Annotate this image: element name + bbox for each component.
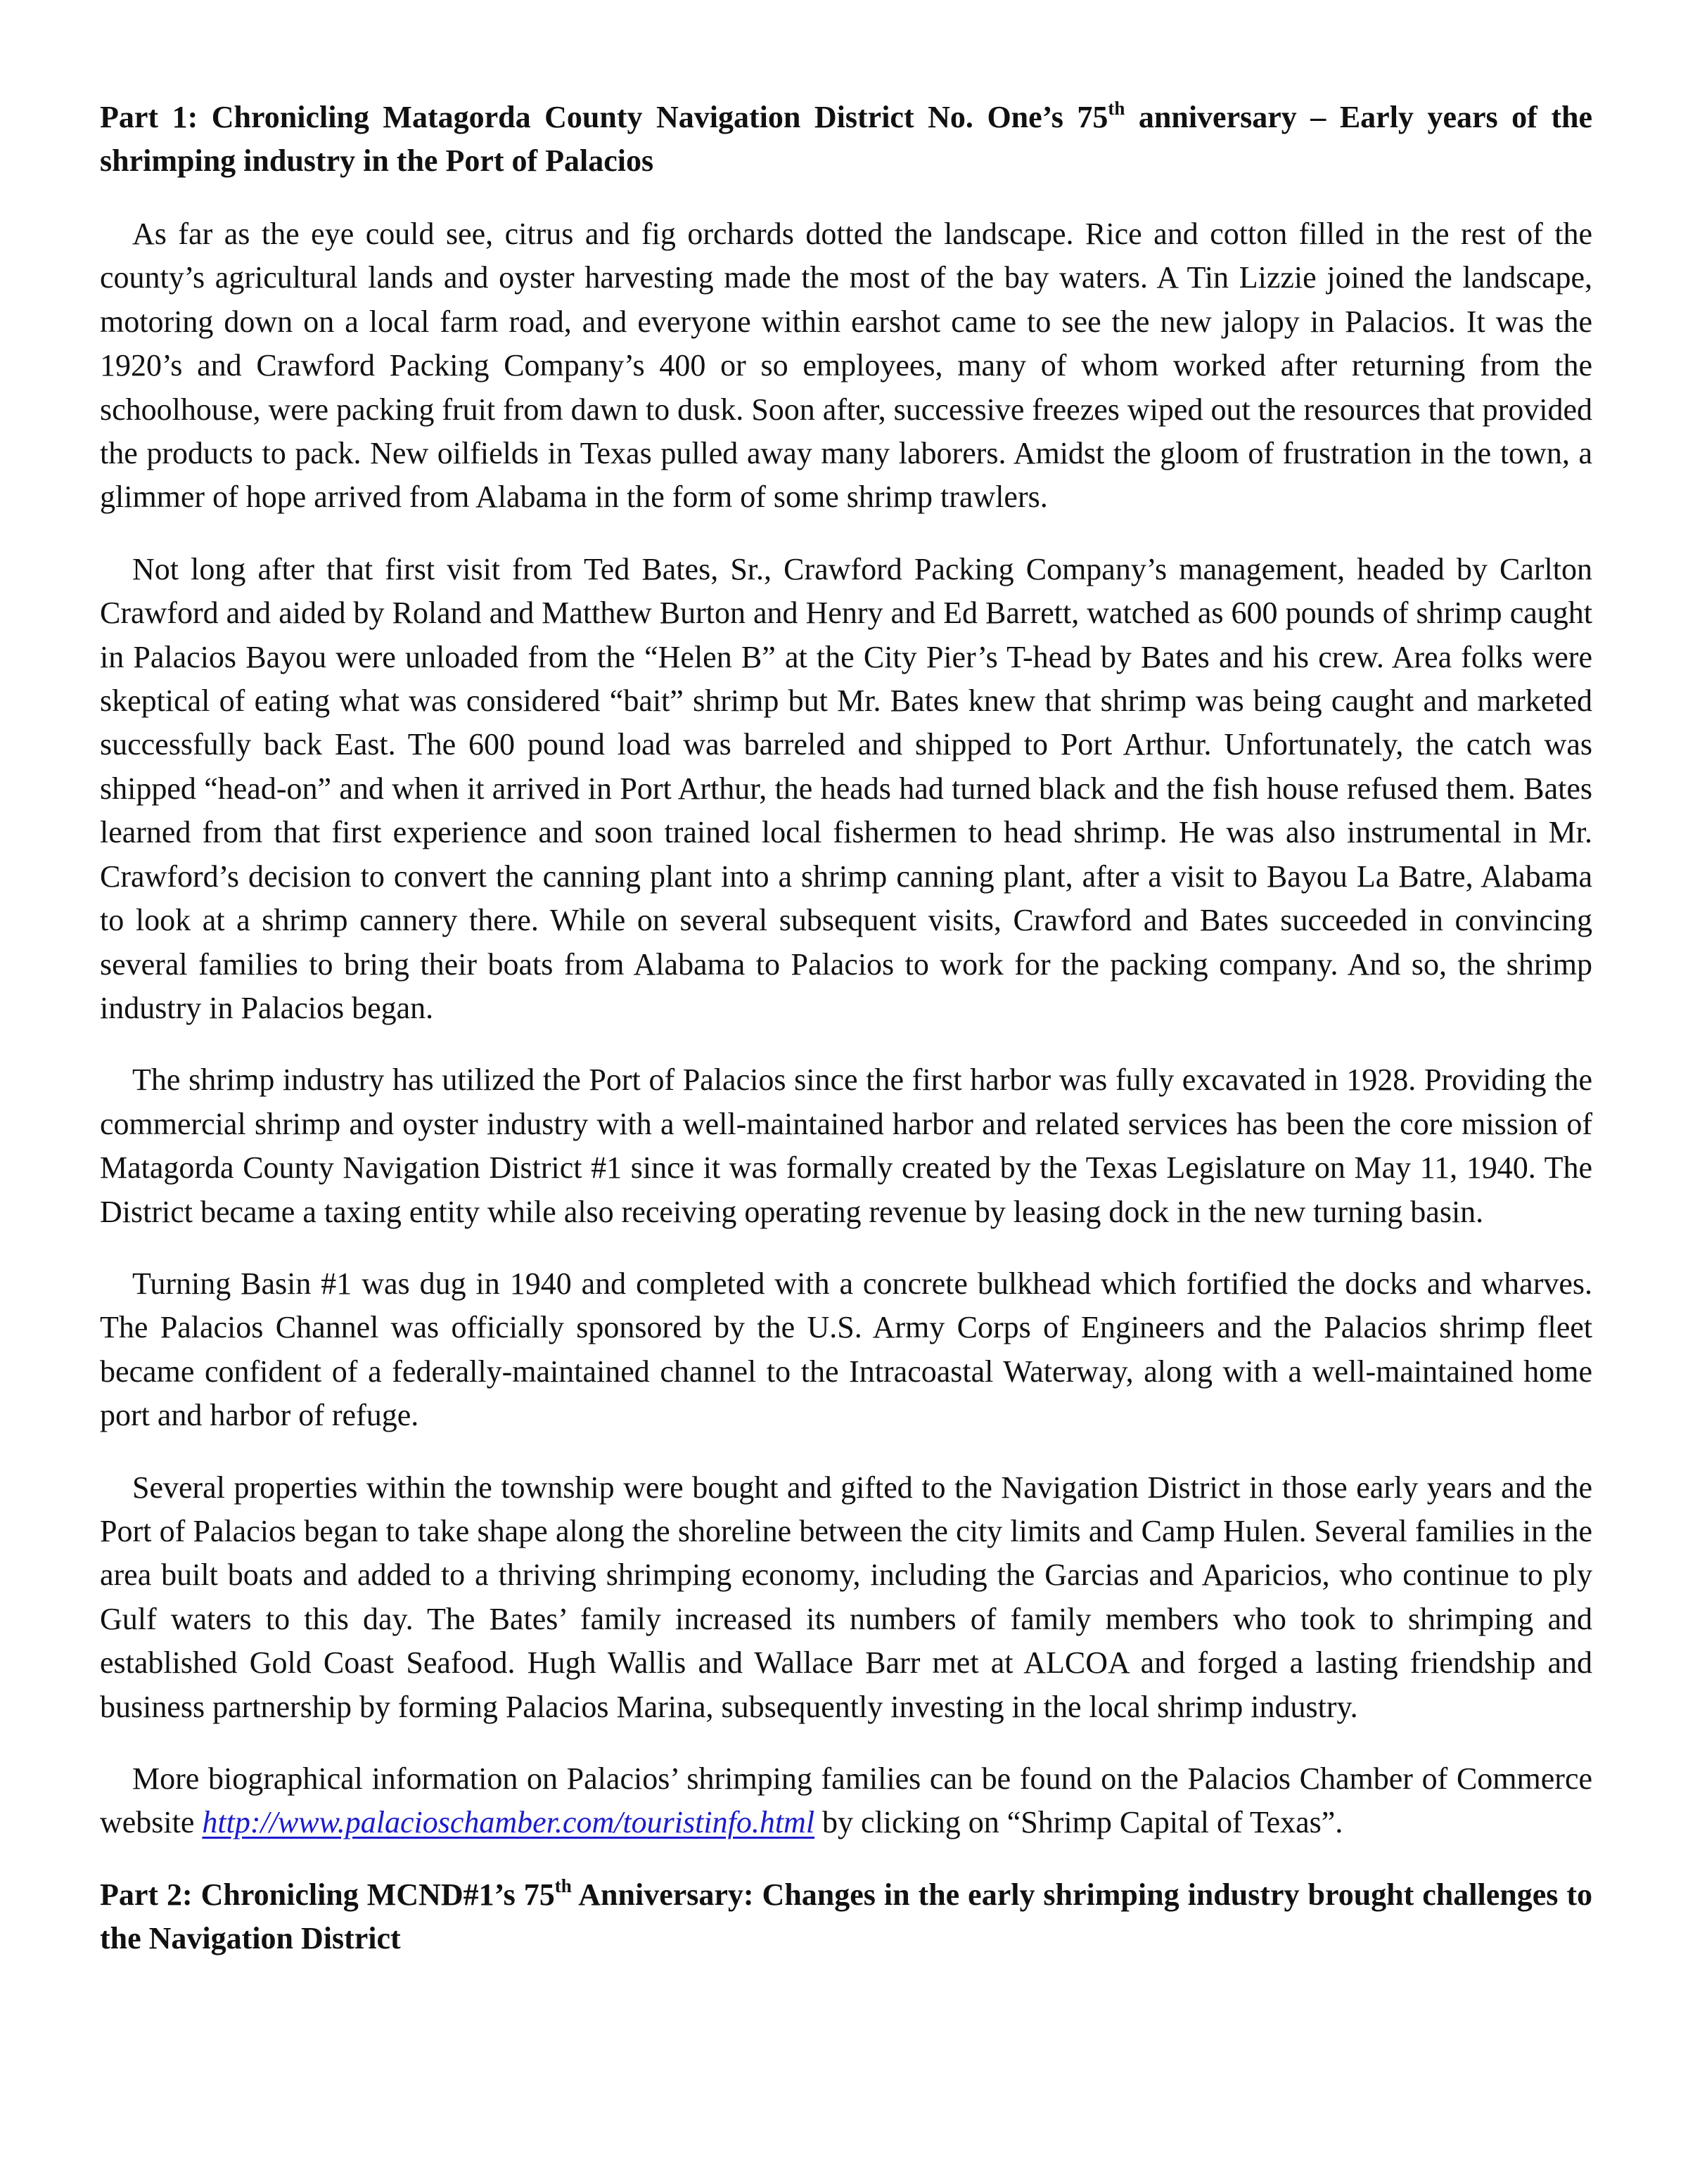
paragraph-port-of-palacios: The shrimp industry has utilized the Port of Palacios since the first harbor was fully excavated in 1928. Providing the commercial shrimp and oyster industry with a well-maintained harbor and related services has been the core mission of Matagorda County Navigation District #1 since it was formally created by the Texas Legislature on May 11, 1940. The District became a taxing entity while also receiving operating revenue by leasing dock in the new turning basin.: [100, 1062, 1592, 1229]
spacer: [100, 1438, 1592, 1466]
more-info-text-end: by clicking on “Shrimp Capital of Texas”.: [814, 1805, 1343, 1840]
part2-heading-prefix: Part 2: Chronicling MCND#1’s 75: [100, 1877, 555, 1912]
paragraph-properties: Several properties within the township were bought and gifted to the Navigation District in those early years and the Port of Palacios began to take shape along the shoreline between the city limits and Camp Hulen. Several families in the area built boats and added to a thriving shrimping economy, including the Garcias and Aparicios, who continue to ply Gulf waters to this day. The Bates’ family increased its numbers of family members who took to shrimping and established Gold Coast Seafood. Hugh Wallis and Wallace Barr met at ALCOA and forged a lasting friendship and business partnership by forming Palacios Marina, subsequently investing in the local shrimp industry.: [100, 1470, 1592, 1724]
spacer: [100, 1234, 1592, 1262]
part1-heading-suffix: anniversary – Early years of the shrimping industry in the Port of Palacios: [100, 100, 1592, 178]
spacer: [100, 183, 1592, 212]
more-info-text: More biographical information on Palacios’ shrimping families can be found on the Palacios Chamber of Commerce website: [100, 1761, 1592, 1840]
part1-heading-ordinal: th: [1108, 98, 1125, 120]
part1-heading-prefix: Part 1: Chronicling Matagorda County Navigation District No. One’s 75: [100, 100, 1108, 134]
paragraph-ted-bates: Not long after that first visit from Ted Bates, Sr., Crawford Packing Company’s management, headed by Carlton Crawford and aided by Roland and Matthew Burton and Henry and Ed Barrett, watched as 600 pounds of shrimp caught in Palacios Bayou were unloaded from the “Helen B” at the City Pier’s T-head by Bates and his crew. Area folks were skeptical of eating what was considered “bait” shrimp but Mr. Bates knew that shrimp was being caught and marketed successfully back East. The 600 pound load was barreled and shipped to Port Arthur. Unfortunately, the catch was shipped “head-on” and when it arrived in Port Arthur, the heads had turned black and the fish house refused them. Bates learned from that first experience and soon trained local fishermen to head shrimp. He was also instrumental in Mr. Crawford’s decision to convert the canning plant into a shrimp canning plant, after a visit to Bayou La Batre, Alabama to look at a shrimp cannery there. While on several subsequent visits, Crawford and Bates succeeded in convincing several families to bring their boats from Alabama to Palacios to work for the packing company. And so, the shrimp industry in Palacios began.: [100, 551, 1592, 1025]
part2-heading-suffix: Anniversary: Changes in the early shrimping industry brought challenges to the Navigation District: [100, 1877, 1592, 1955]
document-page: [100, 96, 1592, 1960]
part2-heading-ordinal: th: [554, 1875, 572, 1897]
spacer: [100, 1845, 1592, 1873]
part1-heading: [100, 96, 1592, 183]
spacer: [100, 1030, 1592, 1058]
spacer: [100, 1729, 1592, 1757]
paragraph-turning-basin: Turning Basin #1 was dug in 1940 and completed with a concrete bulkhead which fortified the docks and wharves. The Palacios Channel was officially sponsored by the U.S. Army Corps of Engineers and the Palacios shrimp fleet became confident of a federally-maintained channel to the Intracoastal Waterway, along with a well-maintained home port and harbor of refuge.: [100, 1266, 1592, 1433]
spacer: [100, 520, 1592, 548]
part2-heading: [100, 1873, 1592, 1960]
chamber-website-link[interactable]: http://www.palacioschamber.com/touristinfo.html: [202, 1805, 815, 1840]
paragraph-orchards: As far as the eye could see, citrus and fig orchards dotted the landscape. Rice and cotton filled in the rest of the county’s agricultural lands and oyster harvesting made the most of the bay waters. A Tin Lizzie joined the landscape, motoring down on a local farm road, and everyone within earshot came to see the new jalopy in Palacios. It was the 1920’s and Crawford Packing Company’s 400 or so employees, many of whom worked after returning from the schoolhouse, were packing fruit from dawn to dusk. Soon after, successive freezes wiped out the resources that provided the products to pack. New oilfields in Texas pulled away many laborers. Amidst the gloom of frustration in the town, a glimmer of hope arrived from Alabama in the form of some shrimp trawlers.: [100, 217, 1592, 515]
paragraph-more-info: [100, 1757, 1592, 1845]
